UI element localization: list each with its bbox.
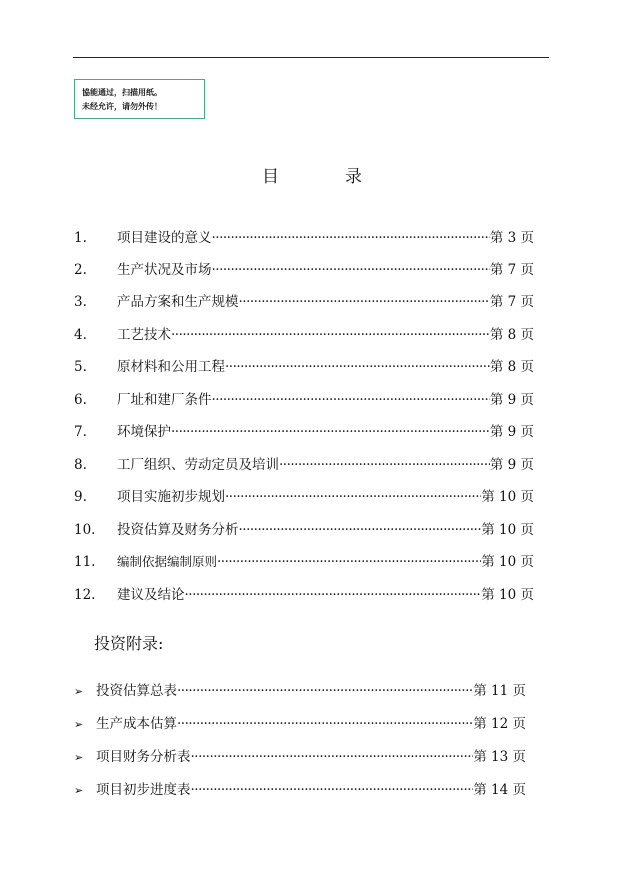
toc-entry[interactable] xyxy=(74,260,534,280)
appendix-page: 第 14 页 xyxy=(473,782,526,798)
toc-number: 9. xyxy=(74,489,87,505)
toc-page: 第 9 页 xyxy=(489,424,534,440)
stamp-line-2: 未经允许，请勿外传！ xyxy=(82,102,162,111)
toc-title: 项目建设的意义 xyxy=(117,230,212,246)
toc-entry[interactable] xyxy=(74,228,534,248)
toc-title: 建议及结论 xyxy=(117,587,185,603)
toc-title: 厂址和建厂条件 xyxy=(117,392,212,408)
dot-leader xyxy=(171,422,490,442)
toc-page: 第 3 页 xyxy=(489,230,534,246)
toc-number: 10. xyxy=(74,522,96,538)
toc-number: 4. xyxy=(74,327,87,343)
toc-entry[interactable] xyxy=(74,357,534,377)
toc-entry[interactable] xyxy=(74,520,534,540)
appendix-entry[interactable] xyxy=(74,780,526,800)
toc-title: 工艺技术 xyxy=(117,327,171,343)
appendix-page: 第 13 页 xyxy=(473,749,526,765)
dot-leader xyxy=(171,325,490,345)
toc-page: 第 10 页 xyxy=(481,587,534,603)
toc-page: 第 8 页 xyxy=(489,359,534,375)
toc-title: 项目实施初步规划 xyxy=(117,489,225,505)
toc-page: 第 7 页 xyxy=(489,294,534,310)
toc-title: 编制依据编制原则 xyxy=(117,554,218,569)
toc-title: 产品方案和生产规模 xyxy=(117,294,239,310)
dot-leader xyxy=(239,292,490,312)
watermark-stamp xyxy=(74,79,205,119)
toc-entry[interactable] xyxy=(74,292,534,312)
toc-number: 5. xyxy=(74,359,87,375)
dot-leader xyxy=(239,520,482,540)
toc-number: 2. xyxy=(74,262,87,278)
toc-title: 工厂组织、劳动定员及培训 xyxy=(117,457,279,473)
toc-title: 环境保护 xyxy=(117,424,171,440)
dot-leader xyxy=(225,487,481,507)
appendix-title: 项目初步进度表 xyxy=(96,782,191,798)
dot-leader xyxy=(177,681,473,701)
toc-title: 生产状况及市场 xyxy=(117,262,212,278)
dot-leader xyxy=(225,357,490,377)
appendix-entry[interactable] xyxy=(74,747,526,767)
toc-entry[interactable] xyxy=(74,455,534,475)
appendix-page: 第 11 页 xyxy=(473,683,526,699)
toc-entry[interactable] xyxy=(74,487,534,507)
arrowhead-bullet-icon: ➢ xyxy=(74,685,84,698)
appendix-title: 项目财务分析表 xyxy=(96,749,191,765)
toc-entry[interactable] xyxy=(74,390,534,410)
header-rule xyxy=(73,57,549,58)
dot-leader xyxy=(212,228,490,248)
dot-leader xyxy=(177,714,473,734)
toc-number: 12. xyxy=(74,587,96,603)
arrowhead-bullet-icon: ➢ xyxy=(74,751,84,764)
toc-number: 7. xyxy=(74,424,87,440)
toc-entry[interactable] xyxy=(74,325,534,345)
appendix-title: 投资估算总表 xyxy=(96,683,177,699)
toc-number: 1. xyxy=(74,230,87,246)
toc-entry[interactable] xyxy=(74,552,534,572)
dot-leader xyxy=(217,552,481,572)
toc-entry[interactable] xyxy=(74,422,534,442)
toc-page: 第 9 页 xyxy=(489,392,534,408)
appendix-entry[interactable] xyxy=(74,714,526,734)
dot-leader xyxy=(279,455,490,475)
toc-page: 第 8 页 xyxy=(489,327,534,343)
arrowhead-bullet-icon: ➢ xyxy=(74,784,84,797)
toc-number: 8. xyxy=(74,457,87,473)
dot-leader xyxy=(212,260,490,280)
appendix-heading: 投资附录: xyxy=(94,634,164,653)
toc-title: 原材料和公用工程 xyxy=(117,359,225,375)
toc-page: 第 9 页 xyxy=(489,457,534,473)
arrowhead-bullet-icon: ➢ xyxy=(74,718,84,731)
toc-page: 第 10 页 xyxy=(481,554,534,570)
appendix-entry[interactable] xyxy=(74,681,526,701)
toc-title: 投资估算及财务分析 xyxy=(117,522,239,538)
toc-number: 6. xyxy=(74,392,87,408)
toc-page: 第 10 页 xyxy=(481,522,534,538)
page-title xyxy=(0,162,621,187)
title-char-1: 目 xyxy=(262,167,279,187)
appendix-page: 第 12 页 xyxy=(473,716,526,732)
stamp-line-1: 協能通过，扫描用纸。 xyxy=(82,88,162,97)
dot-leader xyxy=(191,747,474,767)
toc-number: 3. xyxy=(74,294,87,310)
appendix-title: 生产成本估算 xyxy=(96,716,177,732)
dot-leader xyxy=(185,585,482,605)
title-char-2: 录 xyxy=(345,167,362,187)
toc-entry[interactable] xyxy=(74,585,534,605)
toc-number: 11. xyxy=(74,554,96,570)
dot-leader xyxy=(212,390,490,410)
toc-page: 第 7 页 xyxy=(489,262,534,278)
dot-leader xyxy=(191,780,474,800)
toc-page: 第 10 页 xyxy=(481,489,534,505)
